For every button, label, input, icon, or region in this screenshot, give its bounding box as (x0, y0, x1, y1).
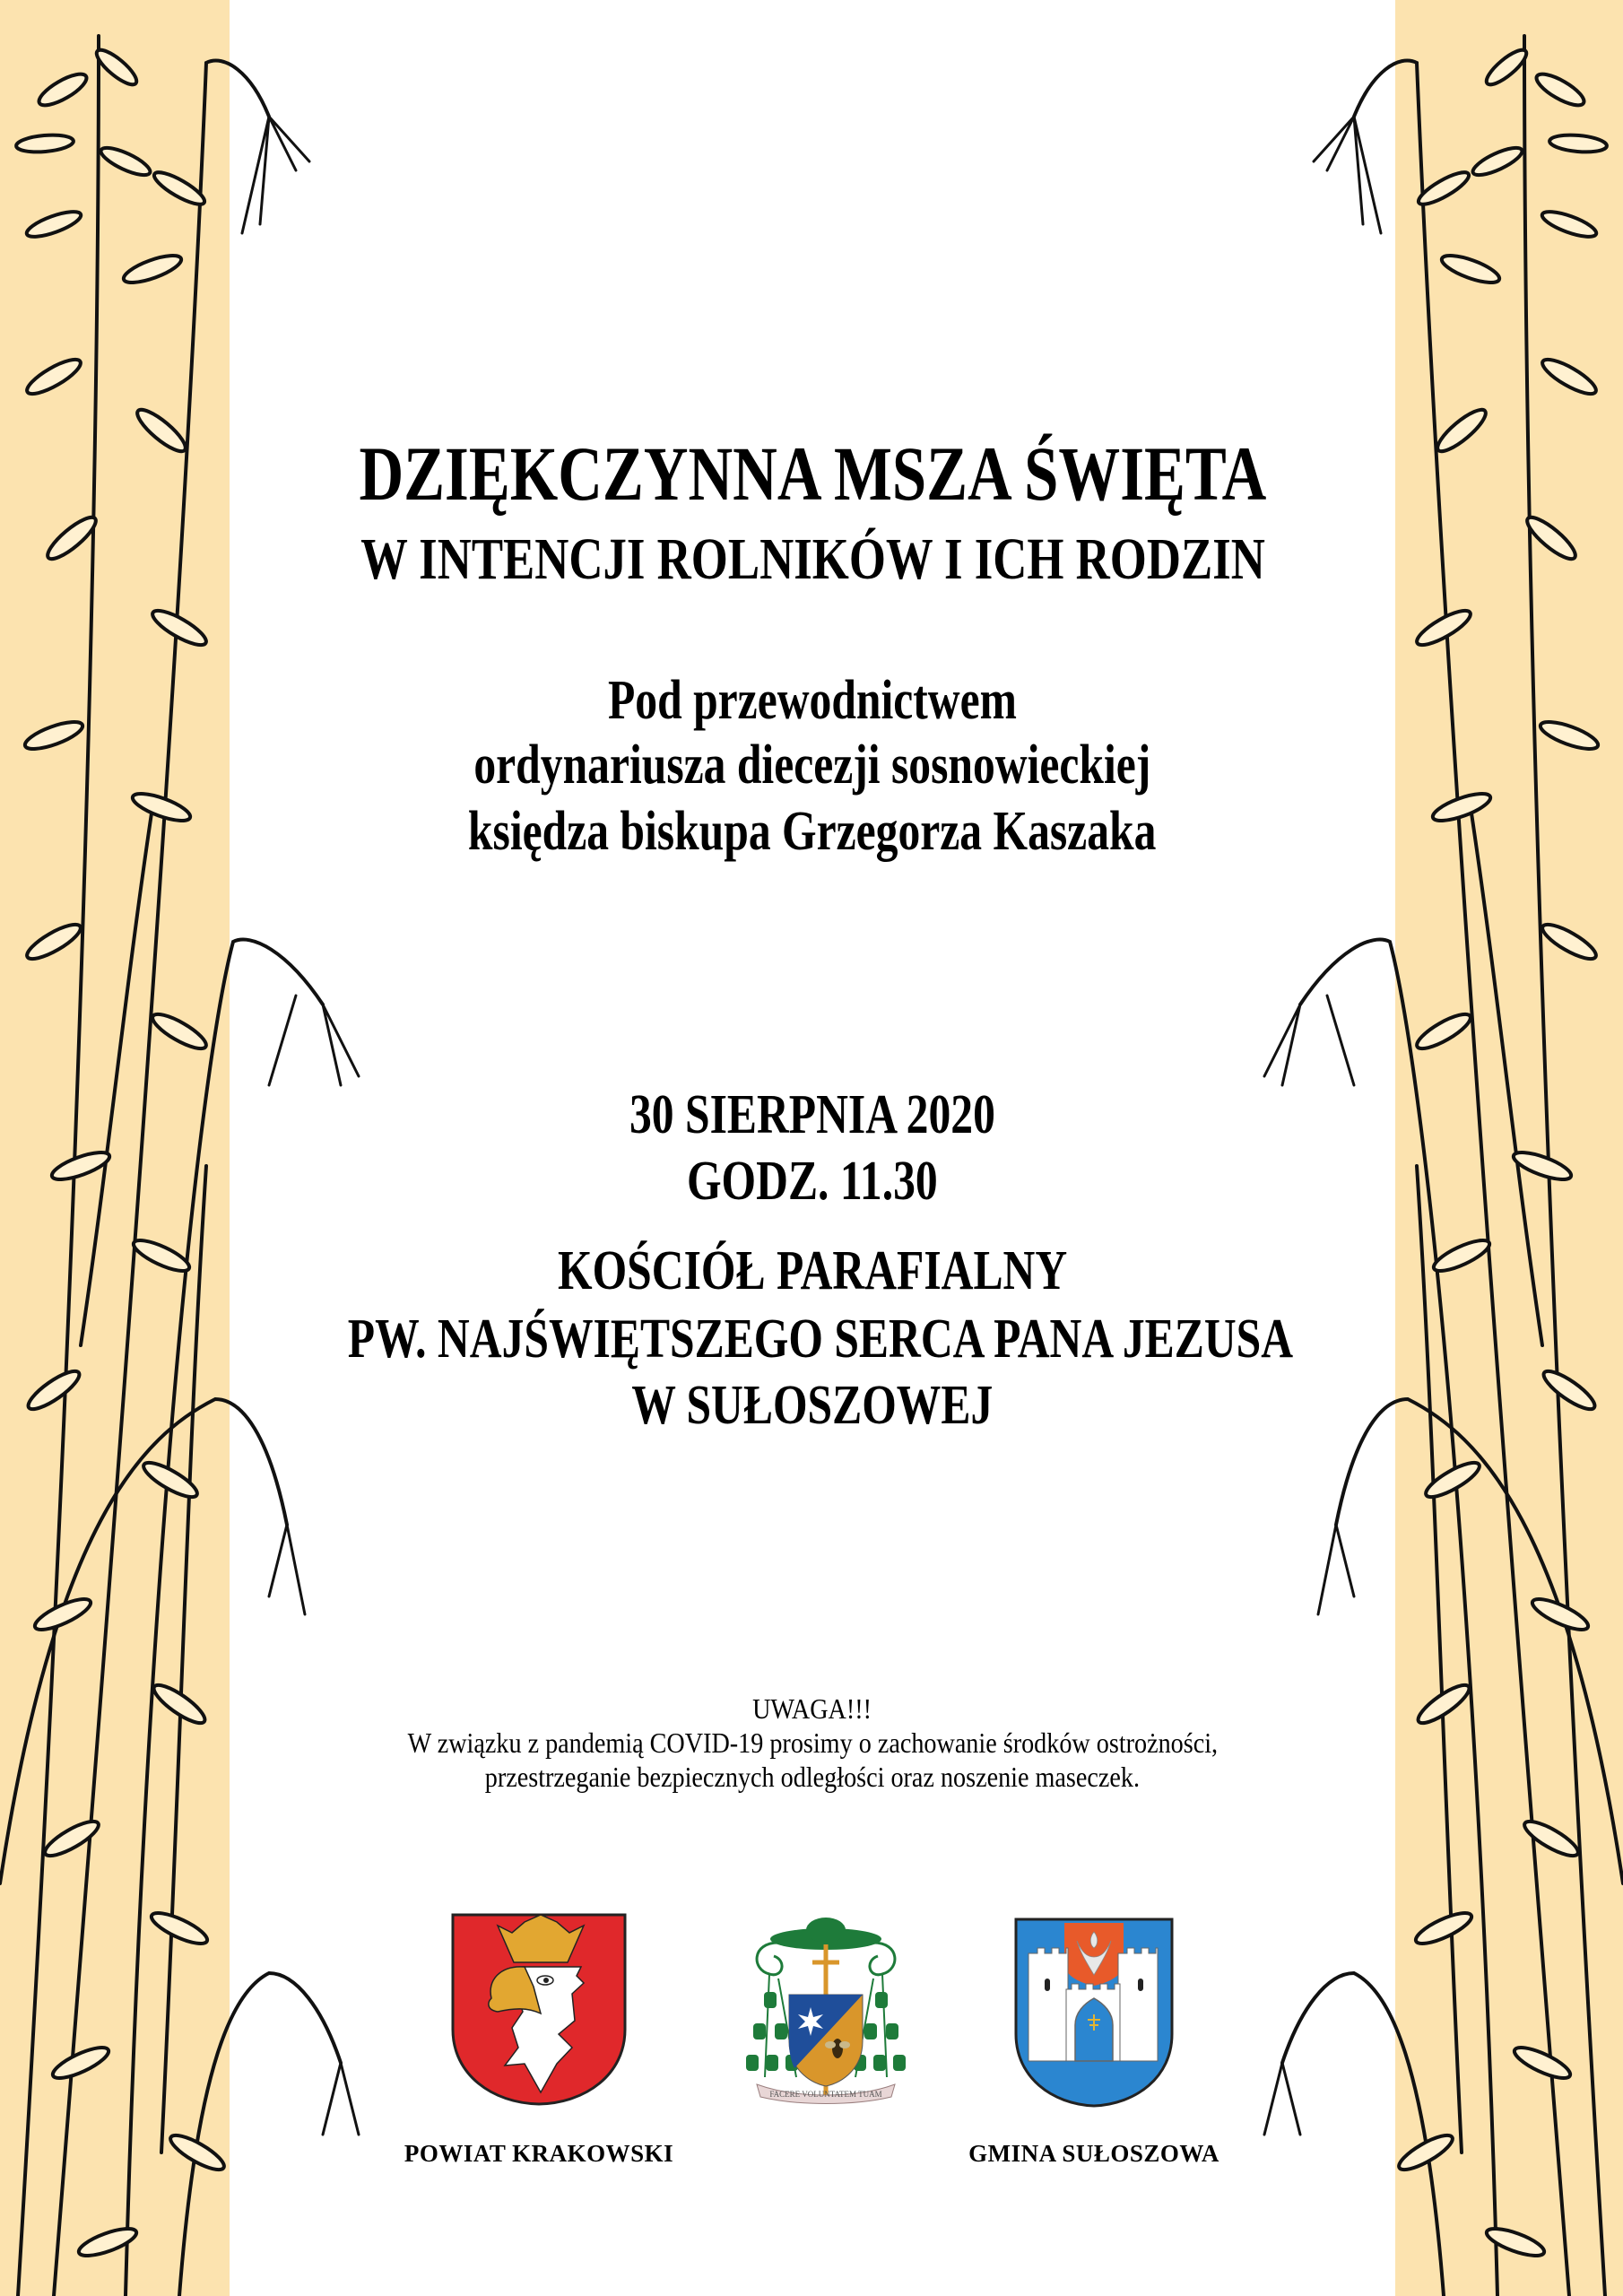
gmina-suloszowa-crest-icon (1014, 1918, 1174, 2108)
event-time: GODZ. 11.30 (687, 1151, 938, 1212)
left-decorative-strip (0, 0, 230, 2296)
powiat-krakowski-label: POWIAT KRAKOWSKI (404, 2140, 674, 2167)
title-line-2: W INTENCJI ROLNIKÓW I ICH RODZIN (360, 526, 1265, 592)
right-decorative-strip (1395, 0, 1623, 2296)
svg-text:FACERE VOLUNTATEM TUAM: FACERE VOLUNTATEM TUAM (769, 2090, 882, 2099)
gmina-suloszowa-label: GMINA SUŁOSZOWA (968, 2140, 1219, 2167)
notice-heading: UWAGA!!! (752, 1692, 872, 1725)
place-line-1: KOŚCIÓŁ PARAFIALNY (557, 1240, 1068, 1301)
presider-line-1: Pod przewodnictwem (608, 670, 1017, 731)
event-date: 30 SIERPNIA 2020 (629, 1084, 995, 1145)
notice-line-2: przestrzeganie bezpiecznych odległości oraz noszenie maseczek. (484, 1761, 1141, 1793)
title-line-1: DZIĘKCZYNNA MSZA ŚWIĘTA (359, 430, 1266, 517)
presider-line-2: ordynariusza diecezji sosnowieckiej (473, 735, 1151, 796)
notice-line-1: W związku z pandemią COVID-19 prosimy o zachowanie środków ostrożności, (407, 1726, 1218, 1759)
powiat-krakowski-crest-icon (451, 1913, 627, 2106)
presider-line-3: księdza biskupa Grzegorza Kaszaka (468, 801, 1157, 862)
bishop-coat-of-arms-icon (742, 1907, 909, 2106)
place-line-3: W SUŁOSZOWEJ (631, 1375, 994, 1436)
place-line-2: PW. NAJŚWIĘTSZEGO SERCA PANA JEZUSA (347, 1309, 1294, 1370)
